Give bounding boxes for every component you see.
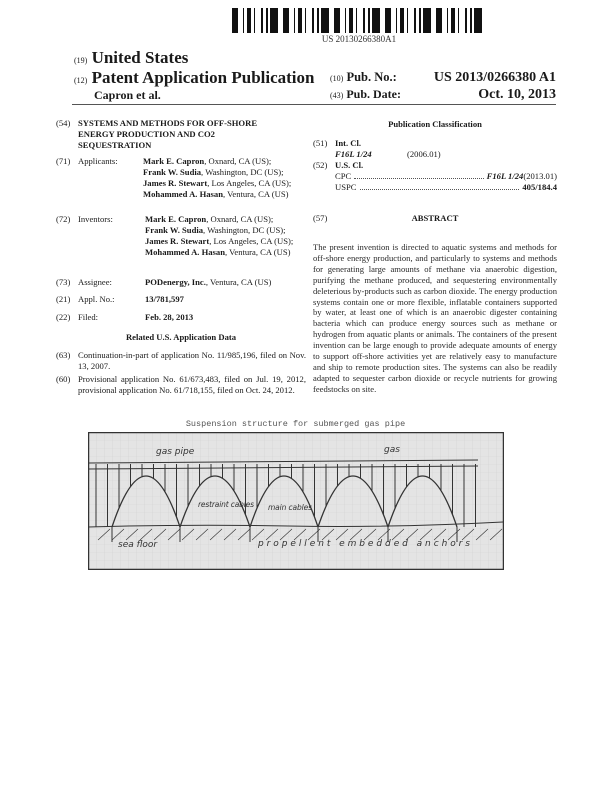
field-code: (52) bbox=[313, 160, 328, 170]
field-code: (57) bbox=[313, 213, 328, 223]
barcode-bar bbox=[324, 8, 326, 33]
inventor-location: , Ventura, CA (US) bbox=[224, 247, 291, 257]
continuation-text: Continuation-in-part of application No. 11/985,196, filed on Nov. 13, 2007. bbox=[78, 350, 306, 371]
related-data-heading: Related U.S. Application Data bbox=[125, 332, 237, 342]
barcode-bar bbox=[283, 8, 286, 33]
figure-drawing bbox=[88, 432, 504, 570]
barcode-bar bbox=[419, 8, 421, 33]
pub-date-line bbox=[330, 87, 556, 103]
barcode-bar bbox=[377, 8, 380, 33]
pub-date: Oct. 10, 2013 bbox=[478, 87, 556, 102]
field-code: (54) bbox=[56, 118, 71, 128]
barcode-bar bbox=[337, 8, 340, 33]
barcode-bar bbox=[243, 8, 244, 33]
barcode-bar bbox=[247, 8, 250, 33]
field-label: Filed: bbox=[78, 312, 99, 322]
assignee-field bbox=[56, 277, 306, 289]
barcode-bar bbox=[305, 8, 306, 33]
filed-date: Feb. 28, 2013 bbox=[145, 312, 194, 322]
barcode-bar bbox=[385, 8, 388, 33]
barcode-bar bbox=[428, 8, 431, 33]
uspc-value: 405/184.4 bbox=[522, 182, 557, 192]
assignee-name: PODenergy, Inc. bbox=[145, 277, 206, 287]
barcode-bar bbox=[345, 8, 346, 33]
applicant-location: , Oxnard, CA (US); bbox=[204, 156, 272, 166]
abstract-heading: ABSTRACT bbox=[411, 213, 459, 223]
field-label: Applicants: bbox=[78, 156, 118, 166]
barcode-bar bbox=[479, 8, 482, 33]
applicant-short: Capron et al. bbox=[94, 88, 161, 102]
int-cl-label: Int. Cl. bbox=[335, 138, 362, 148]
barcode-bar bbox=[451, 8, 454, 33]
barcode-bar bbox=[232, 8, 235, 33]
barcode-bar bbox=[312, 8, 314, 33]
field-code: (60) bbox=[56, 374, 71, 384]
barcode-bar bbox=[250, 8, 251, 33]
barcode-bar bbox=[321, 8, 324, 33]
pub-date-code: (43) bbox=[330, 91, 344, 100]
cpc-year: (2013.01) bbox=[523, 171, 557, 181]
barcode-bar bbox=[407, 8, 408, 33]
field-code: (72) bbox=[56, 214, 71, 224]
cpc-class: F16L 1/24 bbox=[486, 171, 524, 181]
pub-number-line bbox=[330, 70, 556, 86]
barcode-bar bbox=[454, 8, 455, 33]
int-cl-year: (2006.01) bbox=[407, 149, 441, 159]
label-gas-pipe: gas pipe bbox=[156, 447, 195, 457]
barcode-bar bbox=[301, 8, 302, 33]
field-label: Appl. No.: bbox=[78, 294, 115, 304]
barcode-bar bbox=[349, 8, 352, 33]
barcode-bar bbox=[436, 8, 439, 33]
field-label: Inventors: bbox=[78, 214, 113, 224]
pub-no-label: Pub. No.: bbox=[346, 70, 397, 84]
label-restraint-cables: restraint cables bbox=[198, 500, 254, 509]
inventor-name: Frank W. Sudia bbox=[145, 225, 204, 235]
barcode-bar bbox=[363, 8, 365, 33]
field-code: (73) bbox=[56, 277, 71, 287]
barcode-bar bbox=[388, 8, 391, 33]
assignee-location: , Ventura, CA (US) bbox=[205, 277, 272, 287]
applicant-name: Mark E. Capron bbox=[143, 156, 205, 166]
applicants-field bbox=[56, 156, 306, 212]
barcode-bar bbox=[266, 8, 268, 33]
barcode-bar bbox=[474, 8, 477, 33]
applicant-location: , Los Angeles, CA (US); bbox=[207, 178, 292, 188]
barcode-bar bbox=[261, 8, 263, 33]
figure-caption: Suspension structure for submerged gas pipe bbox=[185, 419, 406, 429]
inventor-location: , Oxnard, CA (US); bbox=[206, 214, 274, 224]
applicants-list bbox=[143, 156, 303, 200]
barcode-bar bbox=[470, 8, 472, 33]
barcode-bar bbox=[447, 8, 448, 33]
country-code: (19) bbox=[74, 56, 88, 65]
publication-type-line bbox=[74, 68, 315, 90]
label-sea-floor: sea floor bbox=[118, 540, 158, 550]
inventor-location: , Los Angeles, CA (US); bbox=[209, 236, 294, 246]
provisional-field bbox=[56, 374, 306, 410]
inventor-name: Mark E. Capron bbox=[145, 214, 207, 224]
barcode-bar bbox=[458, 8, 459, 33]
filed-field bbox=[56, 312, 306, 324]
barcode-bar bbox=[275, 8, 278, 33]
barcode-bar bbox=[396, 8, 397, 33]
barcode-bar bbox=[270, 8, 273, 33]
application-number: 13/781,597 bbox=[145, 294, 184, 304]
applicant-name: Mohammed A. Hasan bbox=[143, 189, 223, 199]
barcode-bar bbox=[334, 8, 337, 33]
barcode bbox=[232, 8, 486, 33]
uspc-label: USPC bbox=[335, 182, 357, 192]
provisional-text: Provisional application No. 61/673,483, filed on Jul. 19, 2012, provisional application No. 61/718,155, filed on Oct. 24, 2012. bbox=[78, 374, 306, 395]
applicant-name: James R. Stewart bbox=[143, 178, 208, 188]
inventor-name: Mohammed A. Hasan bbox=[145, 247, 225, 257]
barcode-bar bbox=[375, 8, 377, 33]
type-code: (12) bbox=[74, 76, 88, 85]
uspc-row bbox=[335, 182, 557, 193]
barcode-bar bbox=[317, 8, 319, 33]
abstract-text: The present invention is directed to aquatic systems and methods for off-shore energy production, and particularly to systems and methods for generating large amounts of methane via anaerobic digestion, purifying the methane produced, and sequestering environmentally deleterious by-products such as carbon dioxide. The energy production systems contain one or more flexible, inflatable containers supported by water, at least one of which is an anaerobic digester containing bacteria which can produce energy sources such as methane or hydrogen from aquatic plants or animals. The containers of the present invention can be large enough to provide adequate amounts of energy to support off-shore activities yet are relatively easy to manufacture and ship to remote production sites. The systems can also be readily adapted to sequester carbon dioxide or recycle nutrients for growing feedstocks on site. bbox=[313, 242, 557, 394]
field-code: (51) bbox=[313, 138, 328, 148]
barcode-bar bbox=[372, 8, 375, 33]
barcode-bar bbox=[368, 8, 370, 33]
inventors-field bbox=[56, 214, 306, 270]
country-line bbox=[74, 48, 188, 70]
applicant-location: , Washington, DC (US); bbox=[201, 167, 284, 177]
field-code: (21) bbox=[56, 294, 71, 304]
pub-number: US 2013/0266380 A1 bbox=[433, 70, 556, 85]
label-gas: gas bbox=[384, 445, 400, 455]
country: United States bbox=[91, 48, 189, 67]
label-main-cables: main cables bbox=[268, 503, 312, 512]
classification-block bbox=[313, 138, 557, 193]
barcode-bar bbox=[356, 8, 357, 33]
inventors-list bbox=[145, 214, 305, 258]
title-field bbox=[56, 118, 306, 154]
abstract-heading-row bbox=[313, 213, 557, 224]
barcode-bar bbox=[326, 8, 329, 33]
barcode-bar bbox=[426, 8, 428, 33]
field-label: Assignee: bbox=[78, 277, 112, 287]
continuation-field bbox=[56, 350, 306, 374]
header-divider bbox=[72, 104, 556, 105]
cpc-label: CPC bbox=[335, 171, 352, 181]
field-code: (71) bbox=[56, 156, 71, 166]
field-code: (63) bbox=[56, 350, 71, 360]
barcode-bar bbox=[414, 8, 416, 33]
field-code: (22) bbox=[56, 312, 71, 322]
applicant-location: , Ventura, CA (US) bbox=[222, 189, 289, 199]
cpc-row bbox=[335, 171, 557, 182]
application-number-field bbox=[56, 294, 306, 306]
int-cl-class: F16L 1/24 bbox=[335, 149, 372, 159]
pub-date-label: Pub. Date: bbox=[346, 87, 401, 101]
barcode-bar bbox=[477, 8, 479, 33]
barcode-bar bbox=[235, 8, 238, 33]
barcode-bar bbox=[294, 8, 295, 33]
barcode-bar bbox=[254, 8, 255, 33]
classification-heading: Publication Classification bbox=[388, 119, 482, 129]
inventor-location: , Washington, DC (US); bbox=[203, 225, 286, 235]
invention-title: SYSTEMS AND METHODS FOR OFF-SHORE ENERGY PRODUCTION AND CO2 SEQUESTRATION bbox=[78, 118, 258, 150]
barcode-number: US 20130266380A1 bbox=[321, 34, 397, 44]
us-cl-label: U.S. Cl. bbox=[335, 160, 364, 170]
applicant-name: Frank W. Sudia bbox=[143, 167, 202, 177]
barcode-bar bbox=[286, 8, 289, 33]
barcode-bar bbox=[403, 8, 404, 33]
barcode-bar bbox=[439, 8, 442, 33]
inventor-name: James R. Stewart bbox=[145, 236, 210, 246]
pub-no-code: (10) bbox=[330, 74, 344, 83]
barcode-bar bbox=[400, 8, 403, 33]
barcode-bar bbox=[273, 8, 275, 33]
barcode-bar bbox=[465, 8, 467, 33]
barcode-bar bbox=[352, 8, 353, 33]
barcode-bar bbox=[423, 8, 426, 33]
label-anchors: propellent embedded anchors bbox=[258, 539, 470, 549]
publication-type: Patent Application Publication bbox=[91, 68, 315, 87]
barcode-bar bbox=[298, 8, 301, 33]
